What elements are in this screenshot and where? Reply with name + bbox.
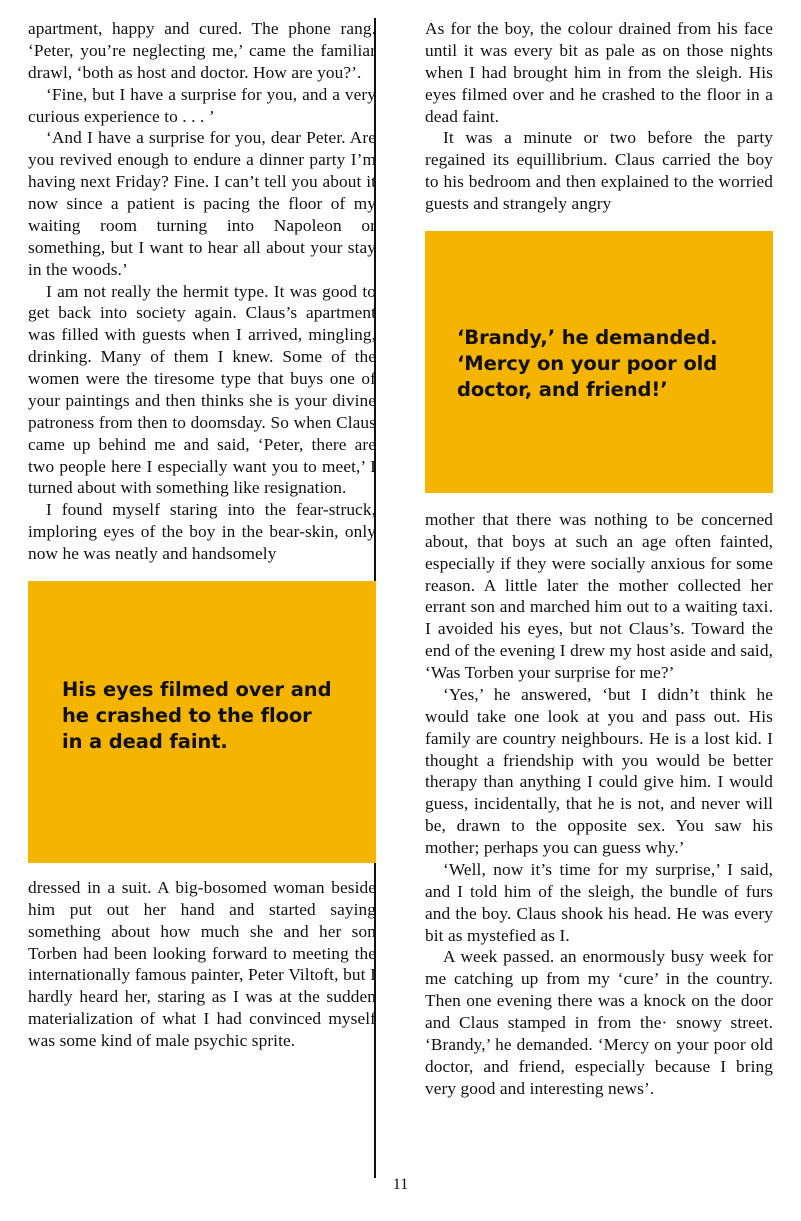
pullquote-line: His eyes filmed over and [62,677,332,701]
paragraph: ‘Fine, but I have a surprise for you, and a very curious experience to . . . ’ [28,84,376,126]
paragraph: apartment, happy and cured. The phone rang. ‘Peter, you’re neglecting me,’ came the familiar drawl, ‘both as host and doctor. How are you?’. [28,19,376,82]
pullquote-line: he crashed to the floor [62,703,312,727]
paragraph: ‘Yes,’ he answered, ‘but I didn’t think he would take one look at you and pass out. His family are country neighbours. He is a lost kid. I thought a friendship with you would be better therapy than anything I could give him. I would guess, incidentally, that he is not, and never will be, drawn to the opposite sex. You saw his mother; perhaps you can guess why.’ [425,684,773,857]
pullquote-left [28,581,376,863]
paragraph: I am not really the hermit type. It was good to get back into society again. Claus’s apartment was filled with guests when I arrived, mingling, drinking. Many of them I knew. Some of the women were the tiresome type that buys one of your paintings and then thinks she is your divine patroness from then to doomsday. So when Claus came up behind me and said, ‘Peter, there are two people here I especially want you to meet,’ I turned about with something like resignation. [28,281,376,498]
page-columns [28,18,773,1168]
page-number: 11 [392,1176,409,1193]
pullquote-line: in a dead faint. [62,729,228,753]
left-column [28,18,376,1052]
right-column [425,18,773,1100]
paragraph: A week passed. an enormously busy week for me catching up from my ‘cure’ in the country. Then one evening there was a knock on the door and Claus stamped in from the· snowy street. ‘Brandy,’ he demanded. ‘Mercy on your poor old doctor, and friend, especially because I bring very good and interesting news’. [425,947,773,1098]
paragraph: ‘And I have a surprise for you, dear Peter. Are you revived enough to endure a dinner party I’m having next Friday? Fine. I can’t tell you about it now since a patient is pacing the floor of my waiting room turning into Napoleon or something, but I want to hear all about your stay in the woods.’ [28,128,376,279]
pullquote-right [425,231,773,493]
paragraph: ‘Well, now it’s time for my surprise,’ I said, and I told him of the sleigh, the bundle of furs and the boy. Claus shook his head. He was every bit as mystefied as I. [425,859,773,945]
paragraph: mother that there was nothing to be concerned about, that boys at such an age often fainted, especially if they were socially anxious for some reason. A little later the mother collected her errant son and marched him out to a waiting taxi. I avoided his eyes, but not Claus’s. Toward the end of the evening I drew my host aside and said, ‘Was Torben your surprise for me?’ [425,509,773,682]
paragraph: As for the boy, the colour drained from his face until it was every bit as pale as on those nights when I had brought him in from the sleigh. His eyes filmed over and he crashed to the floor in a dead faint. [425,19,773,126]
pullquote-line: doctor, and friend!’ [457,377,668,401]
paragraph: I found myself staring into the fear-struck, imploring eyes of the boy in the bear-skin, only now he was neatly and handsomely [28,500,376,563]
paragraph: It was a minute or two before the party regained its equillibrium. Claus carried the boy to his bedroom and then explained to the worried guests and strangely angry [425,128,773,213]
paragraph: dressed in a suit. A big-bosomed woman beside him put out her hand and started saying something about how much she and her son Torben had been looking forward to meeting the internationally famous painter, Peter Viltoft, but I hardly heard her, staring as I was at the sudden materialization of what I had convinced myself was some kind of male psychic sprite. [28,877,376,1050]
pullquote-line: ‘Mercy on your poor old [457,351,718,375]
pullquote-line: ‘Brandy,’ he demanded. [457,325,718,349]
